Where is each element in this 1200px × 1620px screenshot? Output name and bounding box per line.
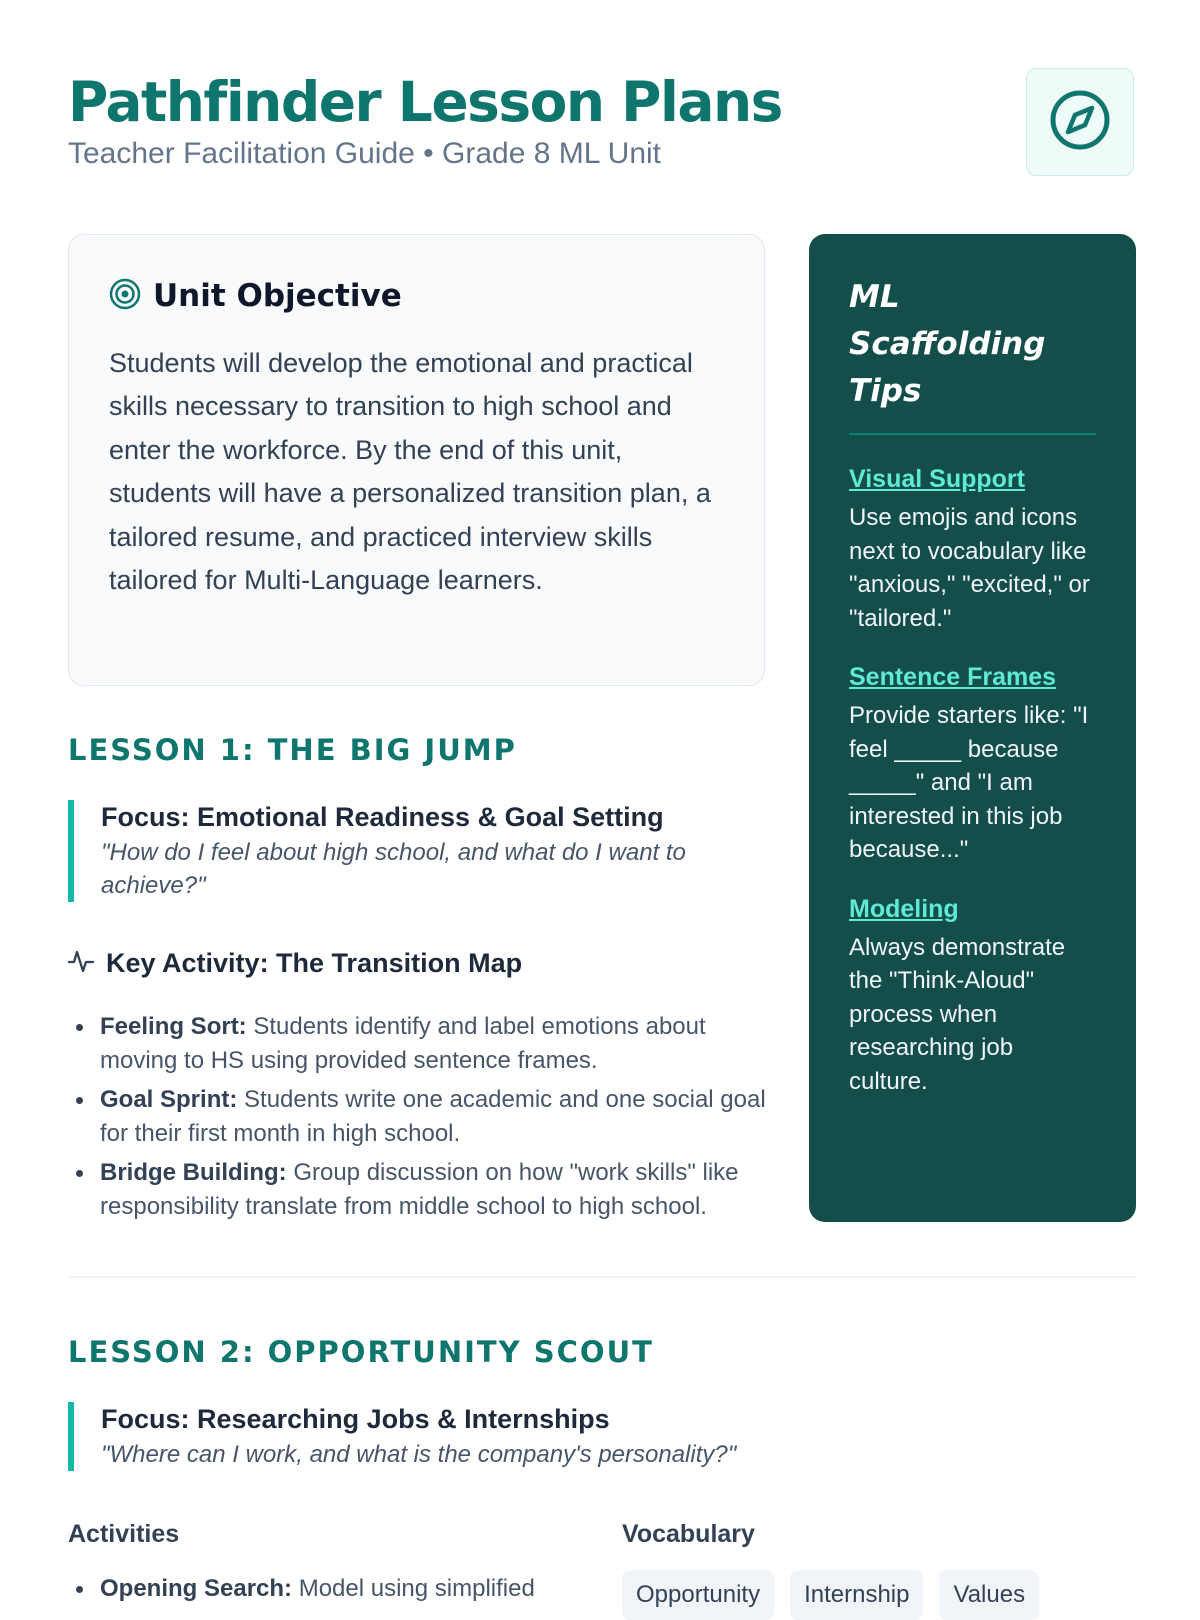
tip-modeling-body: Always demonstrate the "Think-Aloud" process when researching job culture.	[849, 933, 1066, 1095]
lesson-1-activity-list	[68, 1010, 768, 1229]
vocab-chip: Internship	[790, 1570, 923, 1620]
lesson-2-focus	[68, 1402, 868, 1471]
tip-visual-support-body: Use emojis and icons next to vocabulary like "anxious," "excited," or "tailored."	[849, 504, 1090, 632]
page-subtitle: Teacher Facilitation Guide • Grade 8 ML Unit	[68, 137, 661, 170]
page-title: Pathfinder Lesson Plans	[68, 70, 782, 134]
objective-title: Unit Objective	[153, 278, 402, 314]
item-label: Bridge Building:	[100, 1159, 287, 1186]
vocabulary-chips	[622, 1570, 1055, 1620]
item-text: Model using simplified	[292, 1575, 535, 1602]
list-item	[68, 1156, 768, 1223]
tip-sentence-frames-link[interactable]: Sentence Frames	[849, 663, 1057, 691]
lesson-2-title: LESSON 2: OPPORTUNITY SCOUT	[68, 1335, 654, 1369]
lesson-1-focus-quote: "How do I feel about high school, and what do I want to achieve?"	[101, 839, 686, 899]
section-divider	[68, 1276, 1136, 1278]
item-label: Feeling Sort:	[100, 1013, 247, 1040]
tip-visual-support-link[interactable]: Visual Support	[849, 465, 1025, 493]
lesson-1-focus-title: Focus: Emotional Readiness & Goal Setting	[101, 802, 664, 832]
key-activity-title: Key Activity: The Transition Map	[106, 948, 523, 978]
tip-sentence-frames-body: Provide starters like: "I feel _____ because _____" and "I am interested in this job because..."	[849, 702, 1089, 863]
lesson-2-focus-title: Focus: Researching Jobs & Internships	[101, 1404, 610, 1434]
vocab-chip: Opportunity	[622, 1570, 774, 1620]
objective-text: Students will develop the emotional and practical skills necessary to transition to high school and enter the workforce. By the end of this unit, students will have a personalized transition plan, a tailored resume, and practiced interview skills tailored for Multi-Language learners.	[109, 348, 711, 596]
key-activity-heading	[68, 948, 522, 979]
list-item	[68, 1083, 768, 1150]
lesson-2-activity-list	[68, 1572, 588, 1606]
vocab-chip: Values	[939, 1570, 1039, 1620]
activity-icon	[68, 948, 94, 979]
item-text: Students identify and label emotions about moving to HS using provided sentence frames.	[100, 1013, 706, 1074]
compass-icon	[1049, 89, 1111, 156]
lesson-1-focus	[68, 800, 768, 902]
vocabulary-heading: Vocabulary	[622, 1520, 755, 1548]
item-text: Group discussion on how "work skills" like responsibility translate from middle school to high school.	[100, 1159, 739, 1220]
activities-heading: Activities	[68, 1520, 180, 1548]
page-header	[68, 66, 1134, 178]
logo-badge	[1026, 68, 1134, 176]
unit-objective-card	[68, 234, 765, 686]
list-item	[68, 1010, 768, 1077]
item-text: Students write one academic and one social goal for their first month in high school.	[100, 1086, 766, 1147]
ml-scaffolding-sidebar	[809, 234, 1136, 1222]
sidebar-title: ML Scaffolding Tips	[849, 279, 1046, 409]
sidebar-divider	[849, 433, 1096, 435]
target-icon	[109, 278, 141, 315]
tip-modeling-link[interactable]: Modeling	[849, 894, 959, 923]
lesson-1-title: LESSON 1: THE BIG JUMP	[68, 733, 517, 767]
item-label: Goal Sprint:	[100, 1086, 238, 1113]
list-item	[68, 1572, 588, 1606]
lesson-2-focus-quote: "Where can I work, and what is the company's personality?"	[101, 1441, 737, 1468]
item-label: Opening Search:	[100, 1575, 293, 1602]
